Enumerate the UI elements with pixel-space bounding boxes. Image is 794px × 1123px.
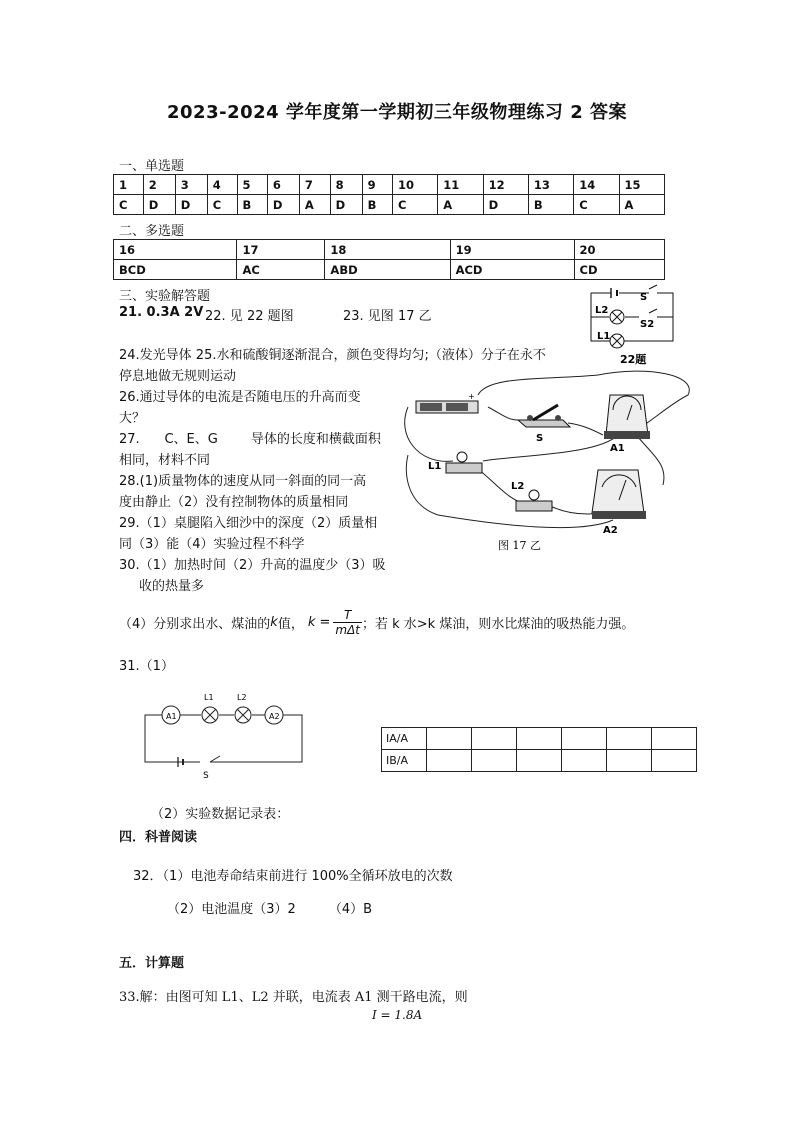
q26-line1: 26.通过导体的电流是否随电压的升高而变	[119, 390, 361, 405]
record-row-ib	[382, 750, 697, 772]
page-title: 2023-2024 学年度第一学期初三年级物理练习 2 答案	[167, 102, 627, 123]
fig17-battery	[416, 392, 478, 413]
fig22-label-S2: S2	[640, 319, 655, 330]
record-row-label: IA/A	[382, 728, 427, 750]
answer-cell: A	[619, 195, 664, 215]
answer-cell: CD	[574, 260, 664, 280]
q33-equation: I = 1.8A	[372, 1008, 423, 1022]
fig31-switch	[210, 756, 220, 762]
q30-4-k: k	[270, 615, 278, 630]
answer-cell: D	[175, 195, 207, 215]
section2-heading: 二、多选题	[119, 224, 185, 239]
answer-cell: A	[438, 195, 483, 215]
fig31-circuit	[140, 690, 310, 785]
question-number-cell: 14	[574, 175, 619, 195]
answer-cell: C	[207, 195, 237, 215]
q31-part2: （2）实验数据记录表：	[151, 807, 290, 822]
record-row-ia	[382, 728, 697, 750]
answer-cell: BCD	[114, 260, 237, 280]
q26-line2: 大？	[119, 411, 146, 426]
answer-cell: B	[237, 195, 267, 215]
q24-25-line2: 停息地做无规则运动	[119, 369, 237, 384]
answer-cell: C	[574, 195, 619, 215]
q30-4-post: ；若 k 水>k 煤油，则水比煤油的吸热能力强。	[362, 617, 635, 632]
question-number-cell: 17	[237, 240, 325, 260]
q22: 22. 见 22 题图	[205, 309, 294, 324]
section1-heading: 一、单选题	[119, 159, 185, 174]
answer-cell: A	[299, 195, 330, 215]
answer-cell: AC	[237, 260, 325, 280]
question-number-cell: 4	[207, 175, 237, 195]
answer-cell: D	[267, 195, 299, 215]
fig17-label-S: S	[536, 433, 544, 444]
question-number-cell: 10	[392, 175, 437, 195]
answer-cell: ACD	[450, 260, 574, 280]
q30-4-eq: k =	[307, 615, 331, 630]
record-table	[381, 727, 697, 772]
q31: 31.（1）	[119, 659, 174, 674]
answer-cell: C	[114, 195, 144, 215]
q21: 21. 0.3A 2V	[119, 305, 204, 320]
q30-4-mid: 值，	[277, 617, 304, 632]
fig31-label-L2: L2	[237, 693, 247, 702]
fig31-label-L1: L1	[204, 693, 214, 702]
k-numerator: T	[333, 608, 362, 623]
question-number-cell: 12	[483, 175, 528, 195]
fig17-label-L2: L2	[511, 481, 525, 492]
question-number-cell: 6	[267, 175, 299, 195]
fig31-label-A2: A2	[269, 712, 280, 721]
q27-line1: 27. C、E、G 导体的长度和横截面积	[119, 432, 381, 447]
q27-line2: 相同，材料不同	[119, 453, 211, 468]
fig17-ammeter-A2	[592, 470, 646, 519]
k-fraction	[333, 608, 362, 637]
fig17-circuit	[398, 365, 694, 555]
question-number-cell: 5	[237, 175, 267, 195]
question-number-cell: 16	[114, 240, 237, 260]
k-denominator: mΔt	[335, 623, 360, 637]
fig22-label-S: S	[640, 292, 648, 303]
multi-choice-table	[113, 239, 665, 280]
question-number-cell: 20	[574, 240, 664, 260]
fig17-lamp-L1	[446, 452, 482, 473]
question-number-cell: 8	[330, 175, 362, 195]
q24-25-line1: 24.发光导体 25.水和硫酸铜逐渐混合，颜色变得均匀;（液体）分子在永不	[119, 348, 546, 363]
answer-cell: D	[330, 195, 362, 215]
svg-text:+: +	[468, 392, 475, 401]
answer-cell: D	[143, 195, 175, 215]
q30-part4	[119, 608, 634, 637]
section5-heading: 五．计算题	[119, 956, 185, 971]
question-number-cell: 2	[143, 175, 175, 195]
q30-line2: 收的热量多	[139, 579, 205, 594]
q30-4-pre: （4）分别求出水、煤油的	[119, 617, 271, 632]
answer-cell: ABD	[325, 260, 450, 280]
fig31-label-S: S	[203, 771, 209, 781]
q28-line2: 度由静止（2）没有控制物体的质量相同	[119, 495, 349, 510]
record-row-label: IB/A	[382, 750, 427, 772]
question-number-cell: 3	[175, 175, 207, 195]
question-number-cell: 15	[619, 175, 664, 195]
question-number-cell: 11	[438, 175, 483, 195]
q28-line1: 28.(1)质量物体的速度从同一斜面的同一高	[119, 474, 367, 489]
fig22-label-L2: L2	[595, 305, 609, 316]
question-number-cell: 9	[362, 175, 392, 195]
fig17-caption: 图 17 乙	[498, 539, 541, 552]
fig22-circuit	[585, 283, 680, 368]
q29-line2: 同（3）能（4）实验过程不科学	[119, 537, 305, 552]
q32-line2: （2）电池温度（3）2 （4）B	[167, 902, 373, 917]
q33: 33.解：由图可知 L1、L2 并联，电流表 A1 测干路电流，则	[119, 990, 468, 1005]
question-number-cell: 1	[114, 175, 144, 195]
section3-heading: 三、实验解答题	[119, 289, 211, 304]
question-number-cell: 18	[325, 240, 450, 260]
fig17-ammeter-A1	[604, 395, 650, 439]
fig31-label-A1: A1	[166, 712, 177, 721]
fig17-lamp-L2	[516, 490, 552, 511]
question-number-cell: 19	[450, 240, 574, 260]
question-number-cell: 13	[528, 175, 573, 195]
fig22-caption: 22题	[620, 353, 647, 366]
answer-cell: B	[362, 195, 392, 215]
fig17-label-L1: L1	[428, 461, 442, 472]
q30-line1: 30.（1）加热时间（2）升高的温度少（3）吸	[119, 558, 386, 573]
q32-line1: 32．（1）电池寿命结束前进行 100%全循环放电的次数	[133, 869, 453, 884]
q29-line1: 29.（1）桌腿陷入细沙中的深度（2）质量相	[119, 516, 378, 531]
answer-cell: C	[392, 195, 437, 215]
question-number-cell: 7	[299, 175, 330, 195]
fig17-switch	[518, 405, 570, 427]
fig17-label-A2: A2	[603, 525, 618, 536]
section4-heading: 四．科普阅读	[119, 830, 198, 845]
single-choice-table	[113, 174, 665, 215]
q23: 23. 见图 17 乙	[343, 309, 432, 324]
answer-cell: B	[528, 195, 573, 215]
answer-cell: D	[483, 195, 528, 215]
fig17-label-A1: A1	[610, 443, 625, 454]
fig22-label-L1: L1	[597, 331, 611, 342]
